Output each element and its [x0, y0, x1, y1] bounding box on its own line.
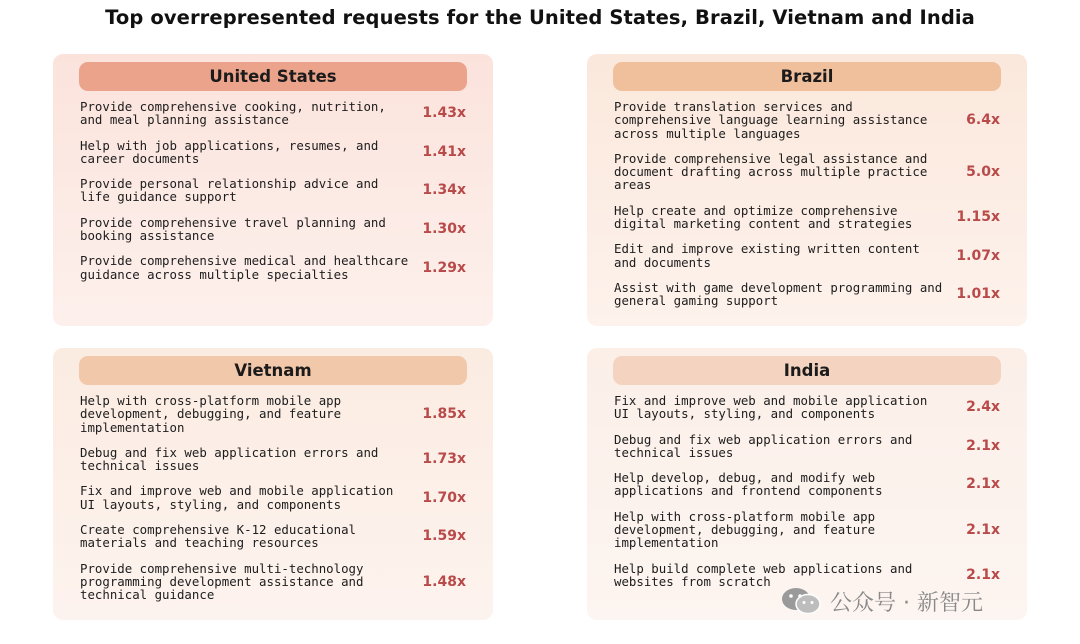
row-label: Edit and improve existing written content and documents [614, 241, 920, 270]
row-value: 2.1x [966, 521, 1000, 538]
row-label: Help with cross-platform mobile app development, debugging, and feature implementation [80, 393, 342, 435]
table-row [614, 204, 1000, 231]
row-value: 5.0x [966, 163, 1000, 180]
row-value: 2.1x [966, 476, 1000, 493]
row-label: Provide comprehensive legal assistance and document drafting across multiple practice areas [614, 150, 928, 193]
rows-brazil [587, 100, 1027, 308]
table-row [614, 394, 1000, 421]
row-value: 2.4x [966, 399, 1000, 416]
table-row [614, 510, 1000, 550]
row-value: 1.01x [956, 286, 1000, 303]
panel-brazil [587, 54, 1027, 326]
rows-united-states [53, 100, 493, 281]
row-label: Help with job applications, resumes, and career documents [80, 137, 379, 166]
row-label: Debug and fix web application errors and technical issues [614, 431, 913, 460]
table-row [80, 446, 466, 473]
row-value: 1.73x [422, 451, 466, 468]
table-row [614, 562, 1000, 589]
watermark [780, 586, 983, 616]
table-row [80, 484, 466, 511]
row-value: 2.1x [966, 437, 1000, 454]
row-label: Provide personal relationship advice and life guidance support [80, 176, 379, 205]
row-label: Provide comprehensive travel planning and booking assistance [80, 214, 386, 244]
row-label: Fix and improve web and mobile application UI layouts, styling, and components [614, 393, 928, 422]
row-value: 1.85x [422, 405, 466, 422]
row-label: Help develop, debug, and modify web applications and frontend components [614, 470, 883, 499]
row-label: Help build complete web applications and websites from scratch [614, 560, 913, 589]
row-label: Create comprehensive K-12 educational materials and teaching resources [80, 522, 357, 551]
panel-vietnam [53, 348, 493, 620]
row-label: Assist with game development programming and general gaming support [614, 279, 943, 309]
row-value: 1.07x [956, 247, 1000, 264]
row-value: 1.15x [956, 209, 1000, 226]
table-row [80, 100, 466, 127]
table-row [80, 562, 466, 602]
row-label: Provide comprehensive cooking, nutrition, and meal planning assistance [80, 99, 386, 128]
table-row [614, 100, 1000, 140]
table-row [614, 433, 1000, 460]
table-row [80, 254, 466, 281]
row-label: Debug and fix web application errors and technical issues [80, 444, 379, 474]
table-row [80, 523, 466, 550]
row-label: Provide translation services and comprehensive language learning assistance across multiple languages [614, 99, 928, 141]
table-row [80, 394, 466, 434]
row-label: Provide comprehensive multi-technology programming development assistance and technical guidance [80, 560, 364, 603]
row-value: 1.34x [422, 182, 466, 199]
row-value: 1.30x [422, 221, 466, 238]
row-value: 1.70x [422, 489, 466, 506]
row-value: 2.1x [966, 566, 1000, 583]
table-row [614, 281, 1000, 308]
panel-india [587, 348, 1027, 620]
row-value: 1.41x [422, 143, 466, 160]
rows-vietnam [53, 394, 493, 602]
rows-india [587, 394, 1027, 588]
row-label: Help create and optimize comprehensive digital marketing content and strategies [614, 202, 913, 232]
table-row [80, 216, 466, 243]
table-row [614, 471, 1000, 498]
row-label: Fix and improve web and mobile application UI layouts, styling, and components [80, 483, 394, 512]
panel-united-states [53, 54, 493, 326]
row-value: 6.4x [966, 111, 1000, 128]
table-row [80, 139, 466, 166]
row-value: 1.59x [422, 528, 466, 545]
row-label: Help with cross-platform mobile app development, debugging, and feature implementation [614, 508, 876, 551]
table-row [614, 152, 1000, 192]
panel-header-vietnam: Vietnam [79, 356, 467, 385]
panel-header-united-states: United States [79, 62, 467, 91]
wechat-icon [780, 586, 822, 616]
table-row [80, 177, 466, 204]
row-value: 1.48x [422, 573, 466, 590]
watermark-text: 公众号 · 新智元 [830, 590, 983, 616]
row-label: Provide comprehensive medical and healthcare guidance across multiple specialties [80, 253, 409, 282]
row-value: 1.29x [422, 259, 466, 276]
panel-header-brazil: Brazil [613, 62, 1001, 91]
table-row [614, 242, 1000, 269]
panel-header-india: India [613, 356, 1001, 385]
page-title: Top overrepresented requests for the United States, Brazil, Vietnam and India [105, 6, 975, 29]
row-value: 1.43x [422, 105, 466, 122]
